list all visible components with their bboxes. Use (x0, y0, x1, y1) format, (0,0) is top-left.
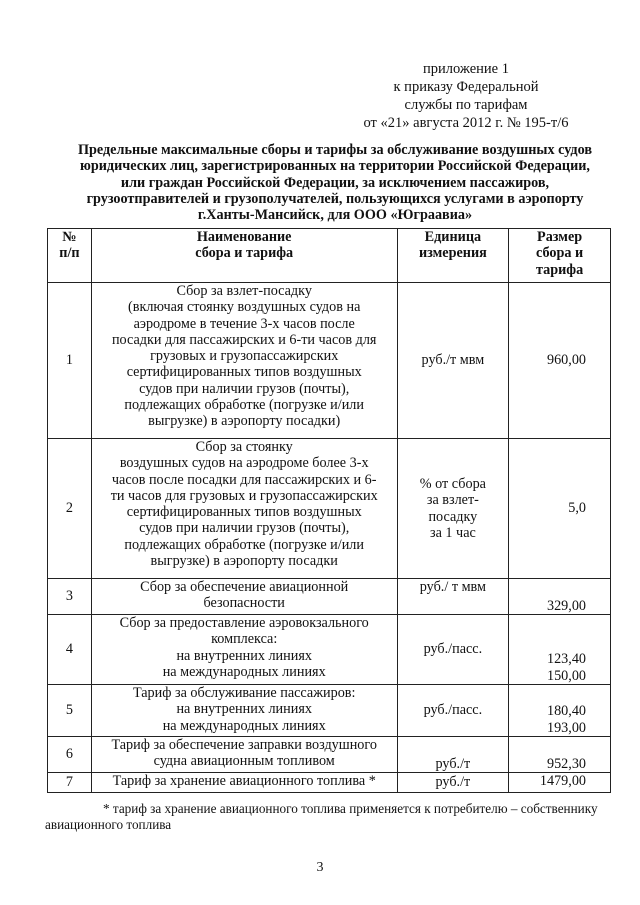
title-line: грузоотправителей и грузополучателей, пользующихся услугами в аэропорту (86, 190, 584, 207)
header-text: Размер (537, 229, 583, 245)
row-number: 6 (48, 737, 92, 773)
table-header-row (48, 229, 611, 283)
value-line: 1479,00 (539, 773, 586, 789)
row-name (91, 579, 397, 615)
unit-line: руб./т (435, 774, 471, 791)
name-line: Тариф за хранение авиационного топлива * (112, 773, 376, 789)
name-line: сертифицированных типов воздушных (126, 364, 362, 381)
name-line: подлежащих обработке (погрузке и/или (124, 397, 364, 414)
name-line: Сбор за предоставление аэровокзального (119, 615, 369, 631)
row-value (509, 737, 611, 773)
col-header-value (509, 229, 611, 283)
value-line: 329,00 (546, 597, 586, 614)
value-line: 952,30 (546, 755, 586, 772)
row-unit (397, 439, 509, 579)
table-row (48, 737, 611, 773)
name-line: на внутренних линиях (176, 647, 312, 664)
value-line: 193,00 (546, 719, 586, 736)
row-value (509, 579, 611, 615)
agency-line: службы по тарифам (404, 97, 528, 113)
footnote (45, 801, 635, 833)
name-line: часов после посадки для пассажирских и 6- (111, 471, 377, 488)
row-unit (397, 579, 509, 615)
header-text: измерения (418, 245, 487, 262)
header-text: сбора и тарифа (195, 245, 294, 262)
row-unit (397, 685, 509, 737)
table-row (48, 615, 611, 685)
tariff-table (47, 228, 611, 793)
table-row (48, 283, 611, 439)
order-reference (335, 60, 597, 132)
col-header-unit (397, 229, 509, 283)
name-line: посадки для пассажирских и 6-ти часов для (111, 331, 377, 348)
name-line: судов при наличии грузов (почты), (139, 380, 350, 397)
page-number: 3 (316, 860, 324, 875)
name-line: подлежащих обработке (погрузке и/или (124, 536, 364, 553)
appendix-label: приложение 1 (423, 61, 509, 77)
name-line: комплекса: (211, 631, 278, 648)
row-value (509, 615, 611, 685)
unit-line: руб./пасс. (423, 641, 483, 658)
value-line: 123,40 (546, 651, 586, 668)
name-line: Тариф за обслуживание пассажиров: (132, 685, 356, 701)
name-line: воздушных судов на аэродроме более 3-х (119, 455, 369, 472)
value-line: 5,0 (568, 500, 586, 517)
table-row (48, 773, 611, 793)
row-value (509, 773, 611, 793)
name-line: грузовых и грузопассажирских (150, 348, 339, 365)
row-number: 7 (48, 773, 92, 793)
header-text: п/п (59, 245, 80, 262)
header-text: Единица (424, 229, 482, 245)
header-text: тарифа (536, 261, 584, 278)
row-name (91, 685, 397, 737)
row-value (509, 439, 611, 579)
row-name (91, 283, 397, 439)
unit-line: руб./пасс. (423, 702, 483, 719)
row-value (509, 685, 611, 737)
name-line: Тариф за обеспечение заправки воздушного (111, 737, 377, 753)
row-number: 1 (48, 283, 92, 439)
name-line: на внутренних линиях (176, 701, 312, 718)
value-line: 150,00 (546, 667, 586, 684)
row-name (91, 439, 397, 579)
row-unit (397, 615, 509, 685)
name-line: Сбор за взлет-посадку (176, 283, 312, 299)
title-line: Предельные максимальные сборы и тарифы за обслуживание воздушных судов (77, 142, 593, 158)
name-line: судна авиационным топливом (153, 753, 335, 770)
footnote-line: * тариф за хранение авиационного топлива применяется к потребителю – собственнику (103, 801, 598, 816)
unit-line: за 1 час (429, 524, 476, 541)
title-line: юридических лиц, зарегистрированных на территории Российской Федерации, (80, 158, 590, 175)
order-line: к приказу Федеральной (393, 79, 539, 95)
unit-line: руб./т мвм (421, 352, 485, 369)
name-line: (включая стоянку воздушных судов на (128, 299, 361, 316)
unit-line: % от сбора (419, 475, 486, 492)
name-line: ти часов для грузовых и грузопассажирских (110, 487, 378, 504)
table-row (48, 579, 611, 615)
header-text: № (62, 229, 77, 245)
row-name (91, 773, 397, 793)
row-value (509, 283, 611, 439)
title-line: г.Ханты-Мансийск, для ООО «Юграавиа» (197, 207, 473, 224)
name-line: Сбор за обеспечение авиационной (140, 579, 349, 595)
name-line: сертифицированных типов воздушных (126, 504, 362, 521)
header-text: сбора и (536, 245, 584, 262)
row-number: 2 (48, 439, 92, 579)
unit-line: посадку (428, 508, 478, 525)
row-name (91, 615, 397, 685)
col-header-num (48, 229, 92, 283)
row-name (91, 737, 397, 773)
row-number: 3 (48, 579, 92, 615)
table-row (48, 439, 611, 579)
unit-line: за взлет- (426, 492, 479, 509)
footnote-line: авиационного топлива (45, 817, 172, 832)
name-line: безопасности (203, 595, 285, 612)
name-line: на международных линиях (162, 663, 326, 680)
row-unit (397, 737, 509, 773)
unit-line: руб./т (435, 755, 471, 772)
row-number: 5 (48, 685, 92, 737)
order-date-number: от «21» августа 2012 г. № 195-т/6 (363, 115, 569, 131)
row-number: 4 (48, 615, 92, 685)
value-line: 960,00 (546, 352, 586, 369)
col-header-name (91, 229, 397, 283)
value-line: 180,40 (546, 703, 586, 720)
header-text: Наименование (196, 229, 292, 245)
row-unit (397, 283, 509, 439)
name-line: на международных линиях (162, 717, 326, 734)
name-line: судов при наличии грузов (почты), (139, 520, 350, 537)
name-line: аэродроме в течение 3-х часов после (133, 315, 355, 332)
table-row (48, 685, 611, 737)
document-title (40, 142, 630, 223)
row-unit (397, 773, 509, 793)
title-line: или граждан Российской Федерации, за исключением пассажиров, (120, 174, 550, 191)
name-line: выгрузке) в аэропорту посадки (150, 553, 338, 570)
unit-line: руб./ т мвм (419, 579, 486, 595)
name-line: выгрузке) в аэропорту посадки) (148, 413, 341, 430)
name-line: Сбор за стоянку (195, 439, 293, 455)
